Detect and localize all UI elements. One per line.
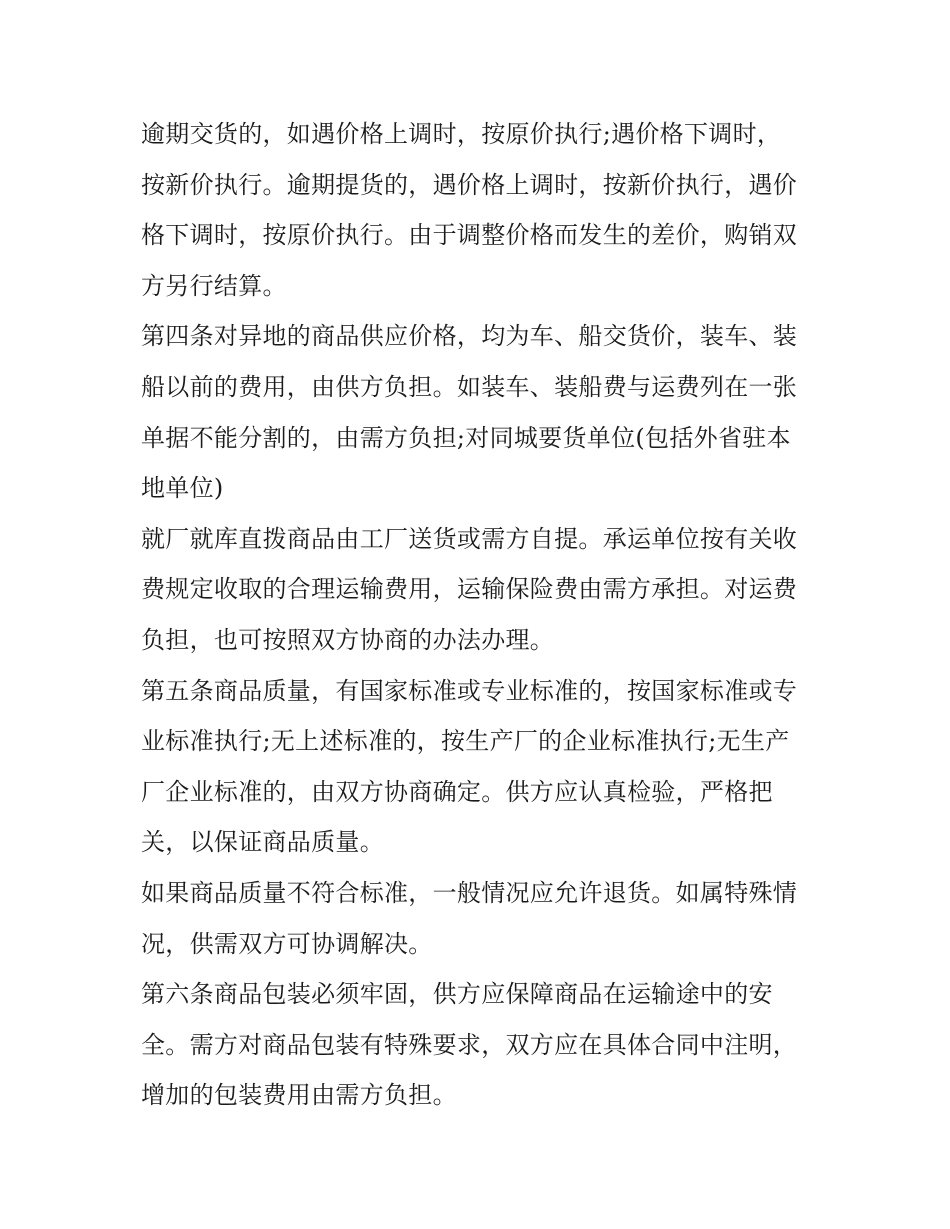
document-body bbox=[141, 109, 815, 1121]
paragraph-overdue-pricing bbox=[141, 109, 815, 311]
text-line: 全。需方对商品包装有特殊要求，双方应在具体合同中注明， bbox=[141, 1030, 798, 1059]
text-line: 船以前的费用，由供方负担。如装车、装船费与运费列在一张 bbox=[141, 372, 798, 401]
text-line: 格下调时，按原价执行。由于调整价格而发生的差价，购销双 bbox=[141, 221, 798, 250]
paragraph-article-6 bbox=[141, 969, 815, 1121]
text-line: 就厂就库直拨商品由工厂送货或需方自提。承运单位按有关收 bbox=[141, 524, 798, 553]
text-line: 方另行结算。 bbox=[141, 271, 287, 300]
paragraph-quality-returns bbox=[141, 868, 815, 969]
text-line: 负担，也可按照双方协商的办法办理。 bbox=[141, 625, 555, 654]
text-line: 逾期交货的，如遇价格上调时，按原价执行;遇价格下调时， bbox=[141, 120, 782, 148]
paragraph-article-5 bbox=[141, 666, 815, 868]
text-line: 按新价执行。逾期提货的，遇价格上调时，按新价执行，遇价 bbox=[141, 170, 798, 199]
text-line: 第四条对异地的商品供应价格，均为车、船交货价，装车、装 bbox=[141, 322, 798, 351]
text-line: 地单位) bbox=[141, 474, 224, 503]
text-line: 况，供需双方可协调解决。 bbox=[141, 929, 433, 958]
text-line: 费规定收取的合理运输费用，运输保险费由需方承担。对运费 bbox=[141, 575, 798, 604]
text-line: 第五条商品质量，有国家标准或专业标准的，按国家标准或专 bbox=[141, 676, 798, 705]
text-line: 第六条商品包装必须牢固，供方应保障商品在运输途中的安 bbox=[141, 980, 773, 1009]
text-line: 如果商品质量不符合标准，一般情况应允许退货。如属特殊情 bbox=[141, 878, 798, 907]
text-line: 增加的包装费用由需方负担。 bbox=[141, 1081, 457, 1110]
paragraph-article-4 bbox=[141, 311, 815, 513]
text-line: 关，以保证商品质量。 bbox=[141, 828, 384, 857]
text-line: 单据不能分割的，由需方负担;对同城要货单位(包括外省驻本 bbox=[141, 423, 791, 452]
paragraph-direct-delivery bbox=[141, 514, 815, 666]
text-line: 业标准执行;无上述标准的，按生产厂的企业标准执行;无生产 bbox=[141, 727, 790, 756]
text-line: 厂企业标准的，由双方协商确定。供方应认真检验，严格把 bbox=[141, 777, 773, 806]
